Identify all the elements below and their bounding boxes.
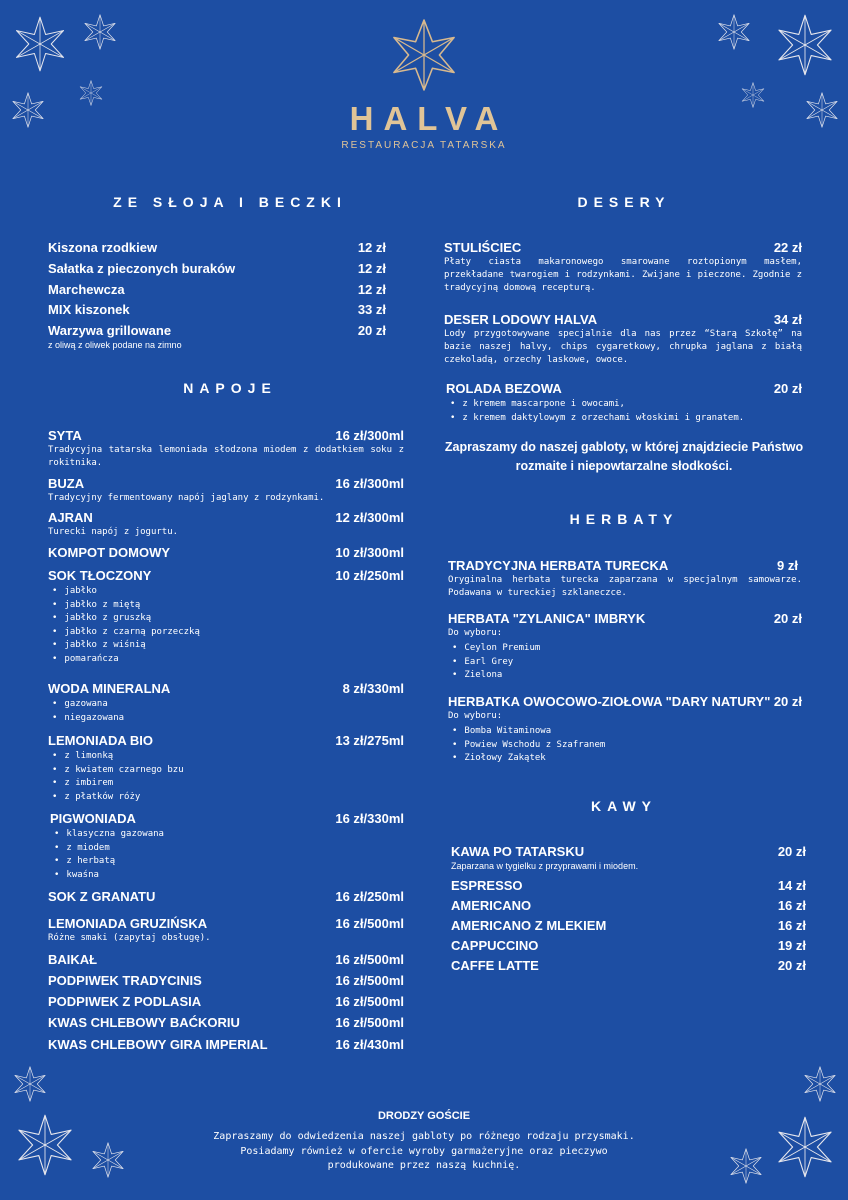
item-description: Tradycyjna tatarska lemoniada słodzona miodem z dodatkiem soku z rokitnika. [48,445,404,468]
option-item: • jabłko [52,585,404,599]
item-name: STULIŚCIEC [444,240,522,255]
item-name: KWAS CHLEBOWY BAĆKORIU [48,1015,240,1030]
options-list [448,642,802,683]
star-icon [802,1066,838,1102]
section-title-drinks: NAPOJE [183,380,277,396]
menu-item [48,476,404,505]
menu-item [48,1037,404,1052]
option-item: • z płatków róży [52,791,404,805]
item-price: 34 zł [773,312,802,327]
item-name: KOMPOT DOMOWY [48,545,171,560]
item-price: 16 zł/300ml [335,476,404,491]
option-item: • z kwiatem czarnego bzu [52,764,404,778]
option-item: • Zielona [452,669,802,683]
item-name: BUZA [48,476,85,491]
menu-item [48,302,386,317]
item-price: 16 zł [777,898,806,913]
menu-item [48,510,404,539]
item-name: Warzywa grillowane [48,323,172,338]
options-list [48,750,404,804]
item-description: Zaparzana w tygielku z przyprawami i miodem. [451,861,639,871]
menu-item [448,558,802,600]
item-description: Do wyboru: [448,711,503,721]
menu-item [451,938,806,953]
menu-item [448,611,802,683]
item-price: 16 zł/500ml [335,973,404,988]
item-name: AMERICANO [451,898,532,913]
brand-name: HALVA [349,100,509,137]
footer-title: DRODZY GOŚCIE [377,1110,471,1122]
option-item: • kwaśna [54,869,404,883]
menu-item [48,1015,404,1030]
item-name: LEMONIADA GRUZIŃSKA [48,916,208,931]
item-price: 16 zł/500ml [335,916,404,931]
menu-item [48,545,404,560]
item-description: Turecki napój z jogurtu. [48,527,179,537]
item-name: Sałatka z pieczonych buraków [48,261,236,276]
item-name: HERBATA "ZYLANICA" IMBRYK [448,611,646,626]
item-price: 16 zł [777,918,806,933]
item-price: 33 zł [357,302,386,317]
item-name: WODA MINERALNA [48,681,171,696]
star-icon [774,14,836,76]
section-title-teas: HERBATY [569,511,679,527]
menu-item [50,811,404,882]
item-price: 13 zł/275ml [335,733,404,748]
menu-item [48,240,386,255]
item-name: AMERICANO Z MLEKIEM [451,918,607,933]
option-item: • jabłko z czarną porzeczką [52,626,404,640]
option-item: • z kremem daktylowym z orzechami włoskimi i granatem. [450,412,802,426]
option-item: • niegazowana [52,712,404,726]
options-list [48,698,404,725]
item-name: PODPIWEK Z PODLASIA [48,994,202,1009]
option-item: • Powiew Wschodu z Szafranem [452,739,802,753]
menu-item [48,261,386,276]
item-name: BAIKAŁ [48,952,98,967]
item-price: 16 zł/500ml [335,994,404,1009]
option-item: • z imbirem [52,777,404,791]
menu-item [48,428,404,470]
item-price: 20 zł [773,381,802,396]
item-description: Oryginalna herbata turecka zaparzana w specjalnym samowarze. Podawana w tureckiej szklaneczce. [448,575,802,598]
item-name: MIX kiszonek [48,302,130,317]
menu-item [48,889,404,904]
menu-item [448,694,802,766]
star-icon [12,1066,48,1102]
item-name: PODPIWEK TRADYCINIS [48,973,202,988]
item-price: 9 zł [777,558,798,573]
item-name: KAWA PO TATARSKU [451,844,585,859]
menu-item [444,312,802,367]
item-price: 14 zł [777,878,806,893]
option-item: • z kremem mascarpone i owocami, [450,398,802,412]
item-name: Kiszona rzodkiew [48,240,158,255]
item-name: CAFFE LATTE [451,958,539,973]
item-price: 12 zł [357,261,386,276]
item-name: SOK Z GRANATU [48,889,156,904]
item-name: HERBATKA OWOCOWO-ZIOŁOWA "DARY NATURY" [448,694,771,709]
item-name: LEMONIADA BIO [48,733,153,748]
item-name: TRADYCYJNA HERBATA TURECKA [448,558,669,573]
item-price: 12 zł [357,282,386,297]
item-price: 16 zł/430ml [335,1037,404,1052]
item-price: 16 zł/500ml [335,1015,404,1030]
options-list [446,398,802,425]
option-item: • pomarańcza [52,653,404,667]
item-name: Marchewcza [48,282,125,297]
item-name: SOK TŁOCZONY [48,568,152,583]
item-price: 20 zł [773,694,802,709]
option-item: • jabłko z miętą [52,599,404,613]
item-name: DESER LODOWY HALVA [444,312,598,327]
option-item: • Ceylon Premium [452,642,802,656]
item-price: 20 zł [777,844,806,859]
item-price: 12 zł [357,240,386,255]
star-icon [82,14,118,50]
menu-item [444,240,802,295]
option-item: • jabłko z wiśnią [52,639,404,653]
item-price: 10 zł/300ml [335,545,404,560]
menu-item [451,898,806,913]
item-name: ESPRESSO [451,878,523,893]
item-name: CAPPUCCINO [451,938,539,953]
item-price: 20 zł [773,611,802,626]
item-price: 16 zł/300ml [335,428,404,443]
section-title-desserts: DESERY [577,194,671,210]
item-price: 12 zł/300ml [335,510,404,525]
halva-star-logo-icon [389,14,459,96]
item-price: 20 zł [777,958,806,973]
brand-subtitle: RESTAURACJA TATARSKA [341,140,507,151]
item-description: Do wyboru: [448,628,503,638]
menu-item [48,952,404,967]
item-description: Lody przygotowywane specjalnie dla nas przez “Starą Szkołę” na bazie naszej halvy, chips cygaretkowy, chrupka jaglana z białą czekoladą, orzechy laskowe, owoce. [444,329,802,365]
menu-item [48,681,404,725]
item-price: 16 zł/330ml [335,811,404,826]
star-icon [12,16,68,72]
item-price: 8 zł/330ml [342,681,404,696]
option-item: • gazowana [52,698,404,712]
menu-item [48,733,404,804]
option-item: • z miodem [54,842,404,856]
item-description: Różne smaki (zapytaj obsługę). [48,933,211,943]
item-description: z oliwą z oliwek podane na zimno [48,340,182,350]
item-price: 16 zł/250ml [335,889,404,904]
section-title-coffees: KAWY [591,798,657,814]
footer-line: produkowane przez naszą kuchnię. [327,1160,521,1171]
item-name: AJRAN [48,510,93,525]
menu-item [451,878,806,893]
item-price: 10 zł/250ml [335,568,404,583]
footer-line: Zapraszamy do odwiedzenia naszej gabloty po różnego rodzaju przysmaki. [213,1131,635,1142]
menu-item [451,958,806,973]
dessert-invitation: Zapraszamy do naszej gabloty, w której znajdziecie Państwo rozmaite i niepowtarzalne słodkości. [444,440,804,473]
star-icon [716,14,752,50]
option-item: • klasyczna gazowana [54,828,404,842]
options-list [50,828,404,882]
item-price: 20 zł [357,323,386,338]
menu-item [446,381,802,425]
option-item: • z herbatą [54,855,404,869]
options-list [448,725,802,766]
option-item: • z limonką [52,750,404,764]
option-item: • Bomba Witaminowa [452,725,802,739]
item-price: 19 zł [777,938,806,953]
section-title-pickles: ZE SŁOJA I BECZKI [113,194,347,210]
item-name: KWAS CHLEBOWY GIRA IMPERIAL [48,1037,268,1052]
option-item: • Earl Grey [452,656,802,670]
menu-item [48,282,386,297]
menu-item [48,916,404,945]
item-price: 22 zł [773,240,802,255]
footer-text [0,1130,848,1174]
menu-item [48,994,404,1009]
item-name: ROLADA BEZOWA [446,381,562,396]
menu-item [48,973,404,988]
item-name: SYTA [48,428,82,443]
menu-item [451,844,806,873]
item-description: Płaty ciasta makaronowego smarowane roztopionym masłem, przekładane twarogiem i rodzynkami. Zwijane i pieczone. Zgodnie z tradycyjną domową recepturą. [444,257,802,293]
item-name: PIGWONIADA [50,811,136,826]
option-item: • jabłko z gruszką [52,612,404,626]
item-price: 16 zł/500ml [335,952,404,967]
footer-line: Posiadamy również w ofercie wyroby garmażeryjne oraz pieczywo [240,1145,608,1157]
menu-item [451,918,806,933]
menu-item [48,568,404,666]
menu-item [48,323,386,352]
option-item: • Ziołowy Zakątek [452,752,802,766]
options-list [48,585,404,666]
item-description: Tradycyjny fermentowany napój jaglany z rodzynkami. [48,493,325,503]
